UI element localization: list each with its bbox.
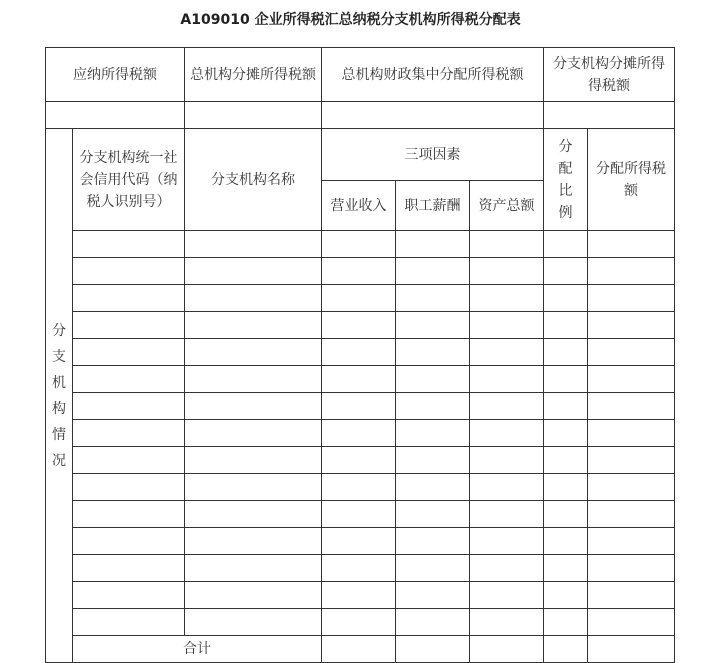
total-allocated-tax[interactable]	[588, 636, 675, 663]
side-label-cell	[46, 129, 73, 663]
header-hq-finance: 总机构财政集中分配所得税额	[322, 48, 544, 102]
col-credit-code	[73, 129, 185, 231]
side-label: 分支机构情况	[52, 322, 66, 469]
table-row	[46, 285, 675, 312]
cell-hq-share-value[interactable]	[185, 102, 322, 129]
table-row	[46, 609, 675, 636]
cell-taxable-value[interactable]	[46, 102, 185, 129]
total-row	[46, 636, 675, 663]
header-taxable: 应纳所得税额	[46, 48, 185, 102]
table-row	[46, 555, 675, 582]
col-allocated-tax	[588, 129, 675, 231]
total-revenue[interactable]	[322, 636, 396, 663]
table-row	[46, 366, 675, 393]
col-allocated-tax-text: 分配所得税额	[596, 160, 666, 199]
col-revenue: 营业收入	[322, 181, 396, 231]
table-row	[46, 501, 675, 528]
total-label: 合计	[73, 636, 322, 663]
total-ratio[interactable]	[544, 636, 588, 663]
cell-branch-share-value[interactable]	[544, 102, 675, 129]
table-row	[46, 474, 675, 501]
col-assets: 资产总额	[470, 181, 544, 231]
table-row	[46, 393, 675, 420]
header-branch-share	[544, 48, 675, 102]
table-row	[46, 582, 675, 609]
table-row	[46, 528, 675, 555]
col-ratio-text: 分配比例	[558, 138, 573, 221]
col-branch-name: 分支机构名称	[185, 129, 322, 231]
col-three-factors: 三项因素	[322, 129, 544, 181]
header-branch-share-text: 分支机构分摊所得得税额	[553, 55, 665, 94]
document-title: A109010 企业所得税汇总纳税分支机构所得税分配表	[180, 12, 521, 28]
table-row	[46, 258, 675, 285]
table-row	[46, 447, 675, 474]
col-ratio	[544, 129, 588, 231]
col-credit-code-text: 分支机构统一社会信用代码（纳税人识别号）	[79, 149, 178, 210]
allocation-table	[45, 47, 675, 663]
table-row	[46, 231, 675, 258]
table-row	[46, 420, 675, 447]
col-salary: 职工薪酬	[396, 181, 470, 231]
cell-hq-finance-value[interactable]	[322, 102, 544, 129]
header-hq-share: 总机构分摊所得税额	[185, 48, 322, 102]
table-row	[46, 339, 675, 366]
table-row	[46, 312, 675, 339]
total-salary[interactable]	[396, 636, 470, 663]
total-assets[interactable]	[470, 636, 544, 663]
